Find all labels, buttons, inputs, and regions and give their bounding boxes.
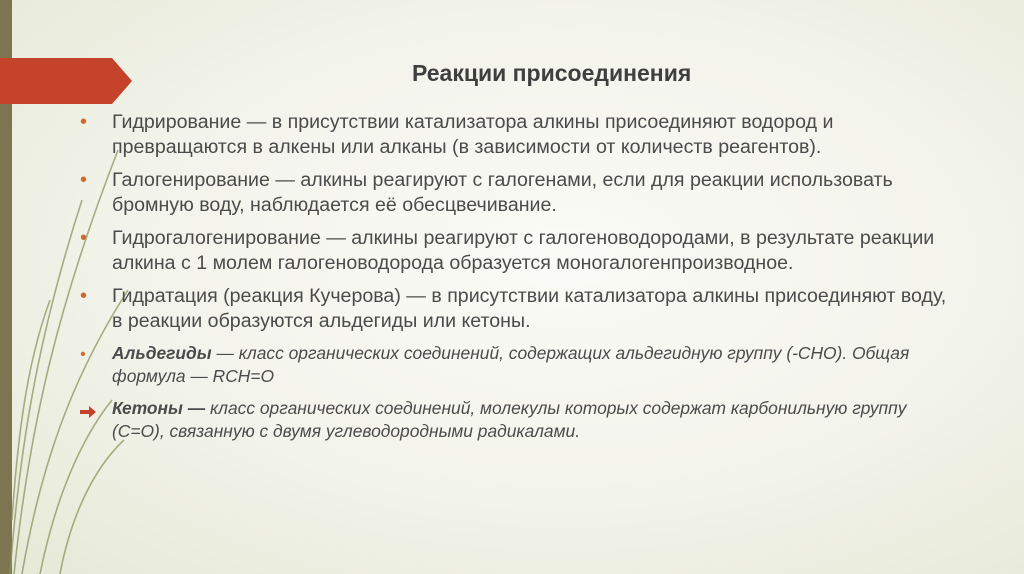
- bullet-icon: •: [80, 346, 86, 363]
- list-item-text: Галогенирование — алкины реагируют с галогенами, если для реакции использовать бромную воду, наблюдается её обесцвечивание.: [112, 169, 893, 216]
- bullet-icon: •: [80, 111, 88, 133]
- definition-ketones: класс органических соединений, молекулы которых содержат карбонильную группу (C=O), связанную с двумя углеводородными радикалами.: [112, 398, 907, 441]
- list-item-text: Гидратация (реакция Кучерова) — в присутствии катализатора алкины присоединяют воду, в реакции образуются альдегиды или кетоны.: [112, 285, 947, 332]
- list-item: [80, 226, 950, 276]
- list-item-text: Гидрогалогенирование — алкины реагируют с галогеноводородами, в результате реакции алкина с 1 молем галогеноводорода образуется моногалогенпроизводное.: [112, 227, 935, 274]
- slide-title: Реакции присоединения: [412, 60, 692, 86]
- bullet-icon: •: [80, 285, 88, 307]
- list-item-text: Гидрирование — в присутствии катализатора алкины присоединяют водород и превращаются в алкены или алканы (в зависимости от количеств реагентов).: [112, 111, 834, 158]
- bullet-icon: •: [80, 227, 88, 249]
- list-item: [80, 284, 950, 334]
- content-list: [80, 110, 950, 452]
- term-aldehydes: Альдегиды: [112, 343, 212, 363]
- sub-list-item-aldehydes: [80, 342, 950, 388]
- list-item: [80, 168, 950, 218]
- list-item: [80, 110, 950, 160]
- arrow-bullet-icon: [80, 402, 96, 425]
- title-accent-tab: [0, 58, 135, 104]
- sub-list-item-ketones: [80, 397, 950, 443]
- term-ketones: Кетоны —: [112, 398, 206, 418]
- definition-aldehydes: — класс органических соединений, содержащих альдегидную группу (-CHO). Общая формула — RCH=O: [112, 343, 910, 386]
- bullet-icon: •: [80, 169, 88, 191]
